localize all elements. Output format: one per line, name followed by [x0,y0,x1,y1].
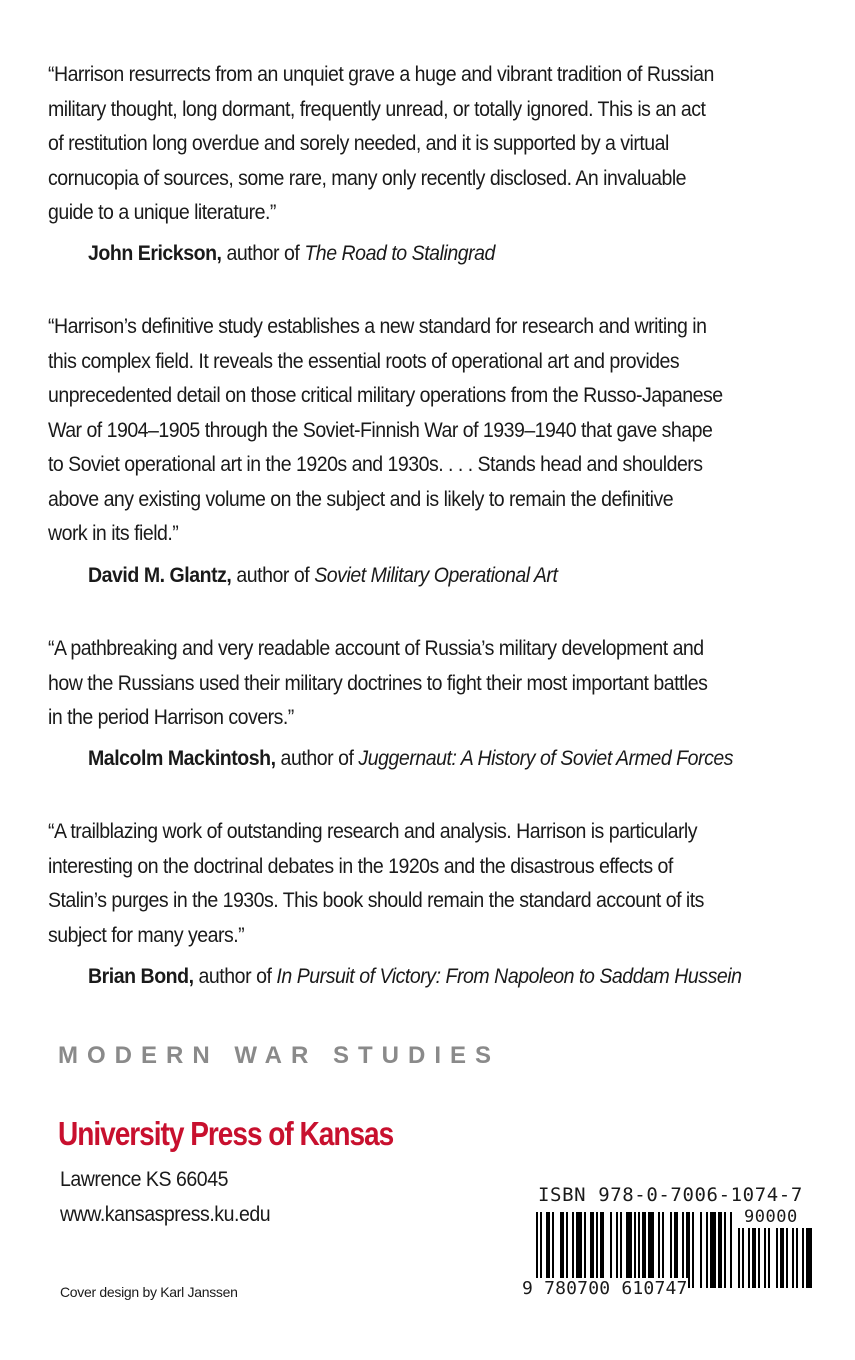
review-attribution [88,564,557,588]
barcode-bar [802,1228,804,1288]
barcode-bar [620,1212,622,1288]
barcode-bar [642,1212,646,1288]
barcode-bar [796,1228,798,1288]
barcode-bar [670,1212,672,1288]
barcode-bar [718,1212,722,1288]
barcode-bar [576,1212,582,1288]
publisher-address: Lawrence KS 66045 [60,1168,228,1191]
reviewer-work: Juggernaut: A History of Soviet Armed Forces [358,747,734,770]
publisher-website: www.kansaspress.ku.edu [60,1203,271,1226]
review-4 [48,815,838,953]
barcode-bar [610,1212,612,1288]
publisher-name: University Press of Kansas [58,1115,394,1152]
reviewer-role: author of [193,965,277,988]
barcode-bar [674,1212,678,1288]
reviewer-work: In Pursuit of Victory: From Napoleon to Saddam Hussein [276,965,742,988]
barcode-bar [616,1212,618,1288]
barcode-bar [596,1212,598,1288]
barcode-bar [590,1212,594,1288]
barcode-bar [584,1212,586,1288]
barcode-bar [682,1212,684,1288]
barcode-bar [546,1212,550,1288]
review-quote: “A trailblazing work of outstanding research and analysis. Harrison is particularly interesting on the doctrinal debates in the 1920s and the disastrous effects of Stalin’s purges in the 1930s. This book should remain the standard account of its subject for many years.” [48,820,704,947]
barcode-bar [742,1228,744,1288]
barcode-bar [686,1212,690,1288]
reviewer-name: Malcolm Mackintosh, [88,747,276,770]
cover-design-credit: Cover design by Karl Janssen [60,1284,238,1300]
series-title: MODERN WAR STUDIES [58,1042,501,1069]
barcode-bar [786,1228,788,1288]
barcode-bar [626,1212,632,1288]
ean-digits: 9 780700 610747 [522,1278,688,1299]
barcode-bar [748,1228,750,1288]
review-quote: “Harrison resurrects from an unquiet grave a huge and vibrant tradition of Russian military thought, long dormant, frequently unread, or totally ignored. This is an act of restitution long overdue and sorely needed, and it is supported by a virtual cornucopia of sources, some rare, many only recently disclosed. An invaluable guide to a unique literature.” [48,63,714,224]
review-2 [48,310,838,552]
reviewer-work: The Road to Stalingrad [304,242,495,265]
barcode-bar [658,1212,660,1288]
barcode-bar [752,1228,756,1288]
barcode-bar [540,1212,542,1288]
reviewer-role: author of [221,242,305,265]
review-attribution [88,747,733,771]
reviewer-role: author of [275,747,359,770]
barcode-bar [710,1212,716,1288]
price-code: 90000 [744,1207,798,1227]
reviewer-role: author of [231,564,315,587]
barcode-bar [738,1228,740,1288]
barcode-bar [572,1212,574,1288]
review-attribution [88,242,495,266]
reviewer-name: Brian Bond, [88,965,194,988]
review-3 [48,632,838,736]
barcode-bar [700,1212,702,1288]
barcode-bar [806,1228,812,1288]
barcode-bar [600,1212,604,1288]
ean-barcode-bars [536,1212,732,1288]
barcode-bar [776,1228,778,1288]
addon-barcode-bars [738,1228,822,1288]
barcode-bar [638,1212,640,1288]
reviewer-name: John Erickson, [88,242,222,265]
barcode-bar [764,1228,766,1288]
barcode-bar [566,1212,568,1288]
isbn-barcode [522,1184,822,1304]
review-quote: “Harrison’s definitive study establishes a new standard for research and writing in this complex field. It reveals the essential roots of operational art and provides unprecedented detail on those critical military operations from the Russo-Japanese War of 1904–1905 through the Soviet-Finnish War of 1939–1940 that gave shape to Soviet operational art in the 1920s and 1930s. . . . Stands head and shoulders above any existing volume on the subject and is likely to remain the definitive work in its field.” [48,315,723,545]
barcode-bar [706,1212,708,1288]
barcode-bar [552,1212,554,1288]
review-quote: “A pathbreaking and very readable account of Russia’s military development and how the Russians used their military doctrines to fight their most important battles in the period Harrison covers.” [48,637,708,729]
barcode-bar [758,1228,760,1288]
reviewer-work: Soviet Military Operational Art [314,564,558,587]
barcode-bar [560,1212,564,1288]
review-attribution [88,965,742,989]
barcode-bar [536,1212,538,1288]
barcode-bar [724,1212,726,1288]
barcode-bar [634,1212,636,1288]
barcode-bar [780,1228,784,1288]
isbn-label: ISBN 978-0-7006-1074-7 [538,1184,803,1206]
barcode-bar [662,1212,664,1288]
barcode-bar [768,1228,770,1288]
review-1 [48,58,838,231]
barcode-bar [648,1212,654,1288]
barcode-bar [730,1212,732,1288]
reviewer-name: David M. Glantz, [88,564,232,587]
barcode-bar [792,1228,794,1288]
barcode-bar [692,1212,694,1288]
